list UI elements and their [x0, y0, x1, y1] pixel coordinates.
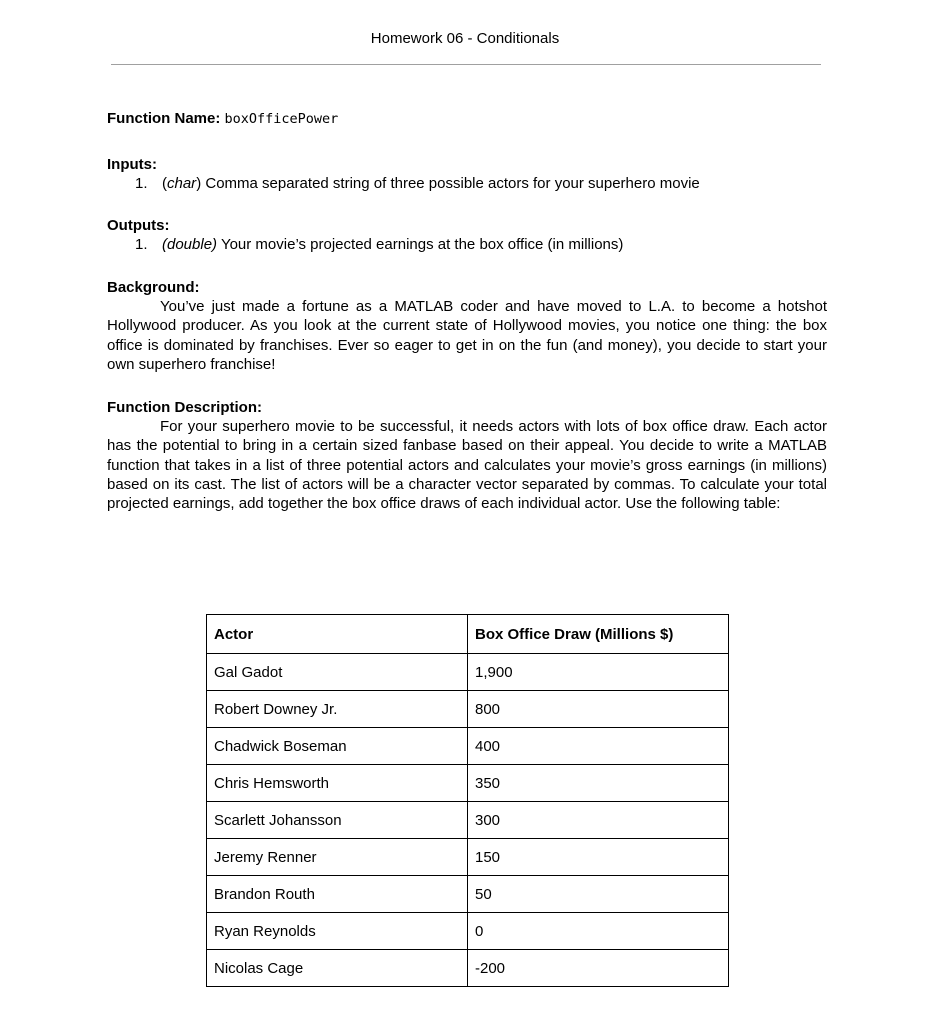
- input-description: Comma separated string of three possible actors for your superhero movie: [205, 175, 700, 192]
- table-cell-draw: 0: [468, 913, 729, 950]
- inputs-list: [107, 174, 827, 193]
- table-cell-draw: -200: [468, 950, 729, 987]
- table-row: [207, 802, 729, 839]
- function-description-paragraph: For your superhero movie to be successful, it needs actors with lots of box office draw. Each actor has the potential to bring in a certain sized fanbase based on their appeal. You decide to write a MATLAB function that takes in a list of three potential actors and calculates your movie’s gross earnings (in millions) based on its cast. The list of actors will be a character vector separated by commas. To calculate your total projected earnings, add together the box office draws of each individual actor. Use the following table:: [107, 418, 827, 513]
- table-row: [207, 691, 729, 728]
- page-header-title: Homework 06 - Conditionals: [370, 30, 560, 47]
- table-cell-actor: Gal Gadot: [207, 654, 468, 691]
- table-row: [207, 876, 729, 913]
- box-office-table: [206, 614, 729, 987]
- table-cell-actor: Chadwick Boseman: [207, 728, 468, 765]
- outputs-list: [107, 235, 827, 254]
- function-name-label: Function Name:: [107, 110, 221, 127]
- header-divider: [111, 64, 821, 65]
- table-row: [207, 839, 729, 876]
- table-cell-actor: Scarlett Johansson: [207, 802, 468, 839]
- function-name-value: boxOfficePower: [224, 111, 339, 127]
- table-cell-draw: 350: [468, 765, 729, 802]
- table-row: [207, 765, 729, 802]
- table-header-row: [207, 615, 729, 654]
- list-item: [135, 235, 827, 254]
- table-header-draw: Box Office Draw (Millions $): [468, 615, 729, 654]
- list-item-text: [162, 235, 623, 254]
- list-item-number: 1.: [135, 236, 148, 253]
- table-cell-actor: Chris Hemsworth: [207, 765, 468, 802]
- table-cell-draw: 300: [468, 802, 729, 839]
- table-row: [207, 728, 729, 765]
- output-description: Your movie’s projected earnings at the box office (in millions): [220, 236, 624, 253]
- table-cell-draw: 400: [468, 728, 729, 765]
- table-row: [207, 654, 729, 691]
- table-cell-actor: Nicolas Cage: [207, 950, 468, 987]
- table-cell-draw: 1,900: [468, 654, 729, 691]
- table-cell-actor: Robert Downey Jr.: [207, 691, 468, 728]
- table-header-actor: Actor: [207, 615, 468, 654]
- table-cell-draw: 50: [468, 876, 729, 913]
- table-cell-actor: Brandon Routh: [207, 876, 468, 913]
- inputs-heading: Inputs:: [107, 156, 157, 173]
- function-name-line: [107, 109, 827, 129]
- list-item-text: (char) Comma separated string of three possible actors for your superhero movie: [162, 175, 700, 192]
- table-row: [207, 913, 729, 950]
- table-cell-draw: 800: [468, 691, 729, 728]
- table-row: [207, 950, 729, 987]
- background-heading: Background:: [107, 279, 200, 296]
- function-description-heading: Function Description:: [107, 399, 262, 417]
- input-type: char: [167, 175, 197, 192]
- document-body: [107, 109, 827, 514]
- table-cell-actor: Ryan Reynolds: [207, 913, 468, 950]
- list-item-number: 1.: [135, 175, 148, 192]
- background-paragraph: You’ve just made a fortune as a MATLAB coder and have moved to L.A. to become a hotshot Hollywood producer. As you look at the current state of Hollywood movies, you notice one thing: the box office is dominated by franchises. Ever so eager to get in on the fun (and money), you decide to start your own superhero franchise!: [107, 298, 827, 373]
- output-type: (double): [162, 236, 218, 253]
- table-cell-actor: Jeremy Renner: [207, 839, 468, 876]
- table-cell-draw: 150: [468, 839, 729, 876]
- outputs-heading: Outputs:: [107, 217, 170, 234]
- list-item: [135, 174, 827, 193]
